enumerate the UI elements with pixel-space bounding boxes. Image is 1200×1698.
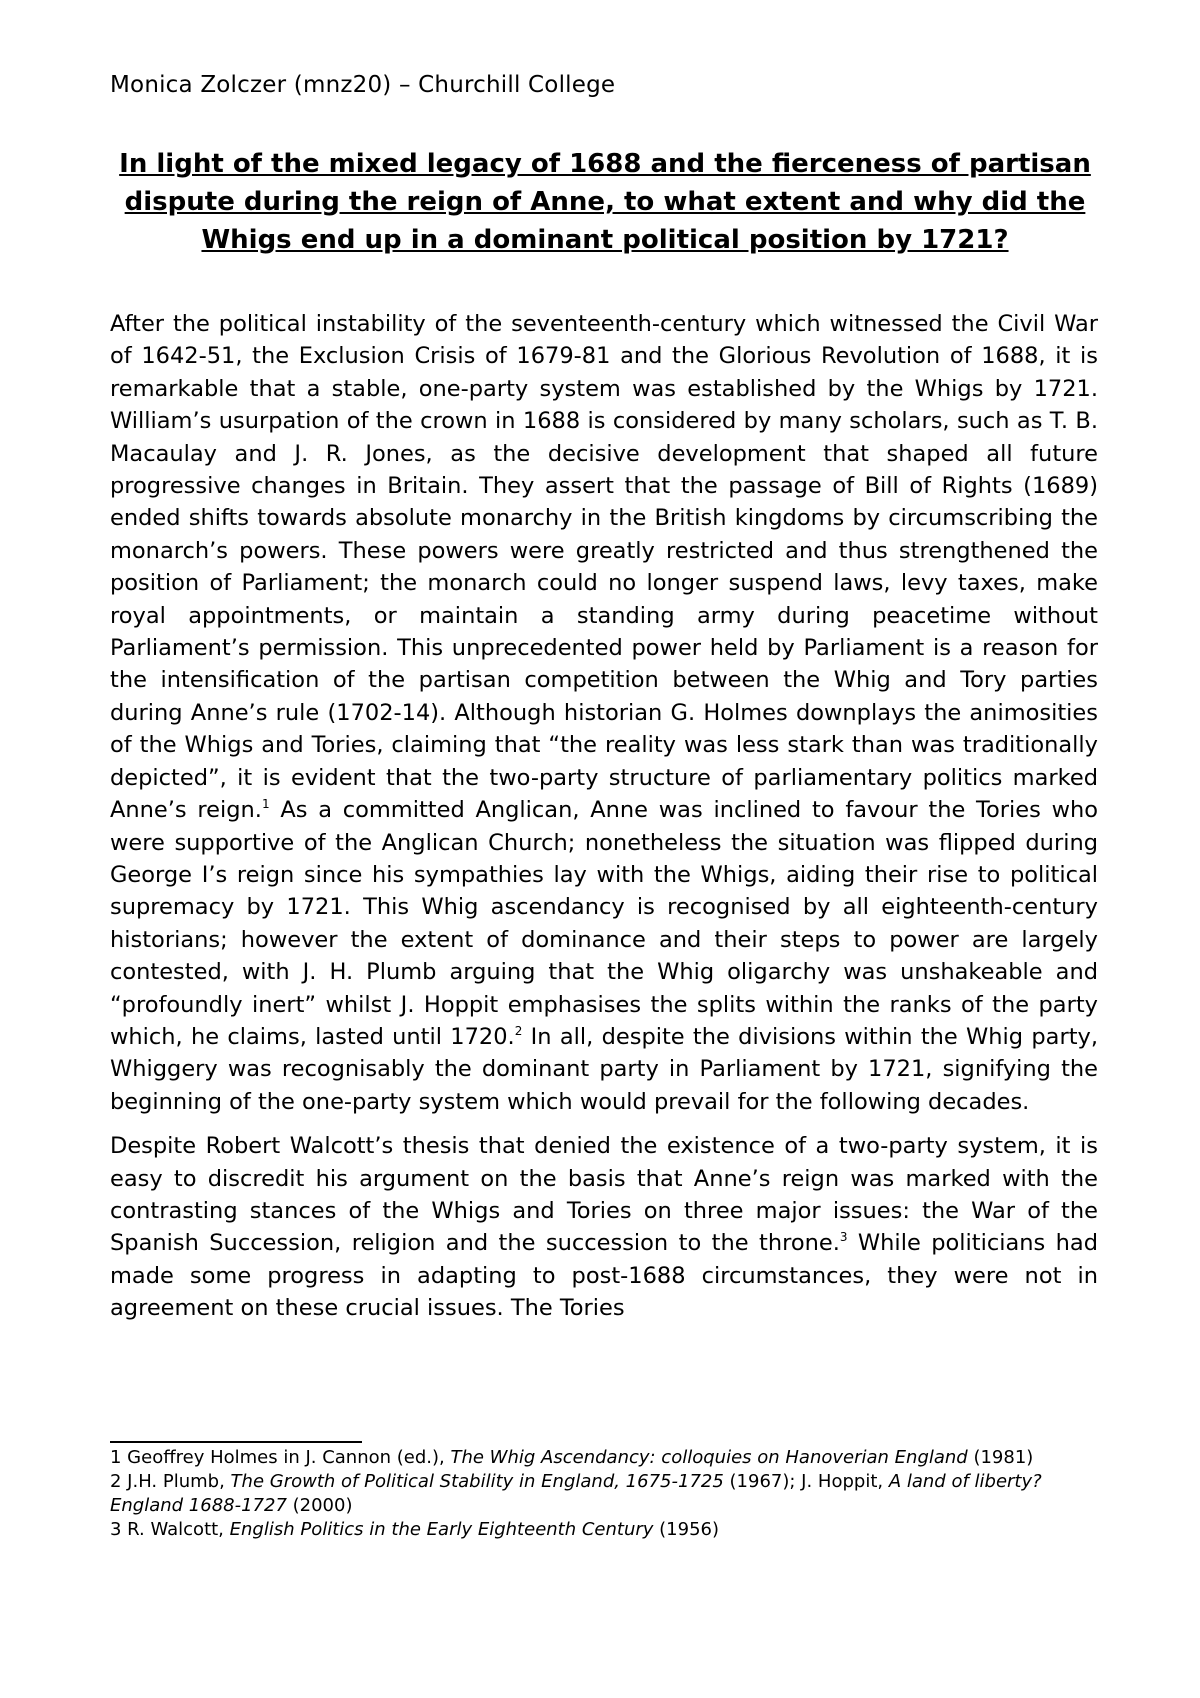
author-header: Monica Zolczer (mnz20) – Churchill College	[110, 72, 616, 98]
footnote-1	[110, 1446, 1100, 1470]
paragraph-1-text-b: As a committed Anglican, Anne was inclined to favour the Tories who were supportive of the Anglican Church; nonetheless the situation was flipped during George I’s reign since his sympathies lay with the Whigs, aiding their rise to political supremacy by 1721. This Whig ascendancy is recognised by all eighteenth-century historians; however the extent of dominance and their steps to power are largely contested, with J. H. Plumb arguing that the Whig oligarchy was unshakeable and “profoundly inert” whilst J. Hoppit emphasises the splits within the ranks of the party which, he claims, lasted until 1720.	[110, 797, 1098, 1050]
footnote-number: 3	[110, 1519, 122, 1540]
paragraph-1-text-a: After the political instability of the seventeenth-century which witnessed the Civil War of 1642-51, the Exclusion Crisis of 1679-81 and the Glorious Revolution of 1688, it is remarkable that a stable, one-party system was established by the Whigs by 1721. William’s usurpation of the crown in 1688 is considered by many scholars, such as T. B. Macaulay and J. R. Jones, as the decisive development that shaped all future progressive changes in Britain. They assert that the passage of Bill of Rights (1689) ended shifts towards absolute monarchy in the British kingdoms by circumscribing the monarch’s powers. These powers were greatly restricted and thus strengthened the position of Parliament; the monarch could no longer suspend laws, levy taxes, make royal appointments, or maintain a standing army during peacetime without Parliament’s permission. This unprecedented power held by Parliament is a reason for the intensification of the partisan competition between the Whig and Tory parties during Anne’s rule (1702-14). Although historian G. Holmes downplays the animosities of the Whigs and Tories, claiming that “the reality was less stark than was traditionally depicted”, it is evident that the two-party structure of parliamentary politics marked Anne’s reign.	[110, 311, 1098, 824]
footnote-ref-3: 3	[839, 1230, 848, 1245]
footnote-text: R. Walcott,	[121, 1519, 230, 1540]
footnote-work-title-2: A land of liberty? England 1688-1727	[110, 1471, 1042, 1516]
footnote-work-title: The Growth of Political Stability in England, 1675-1725	[230, 1471, 724, 1492]
paragraph-2-text-a: Despite Robert Walcott’s thesis that denied the existence of a two-party system, it is easy to discredit his argument on the basis that Anne’s reign was marked with the contrasting stances of the Whigs and Tories on three major issues: the War of the Spanish Succession, religion and the succession to the throne.	[110, 1133, 1098, 1257]
footnote-2	[110, 1470, 1100, 1518]
footnote-work-title: The Whig Ascendancy: colloquies on Hanoverian England	[450, 1447, 968, 1468]
paragraph-2	[110, 1130, 1098, 1324]
footnote-text: J.H. Plumb,	[121, 1471, 231, 1492]
paragraph-1	[110, 308, 1098, 1118]
footnote-work-title: English Politics in the Early Eighteenth Century	[229, 1519, 654, 1540]
footnote-text: Geoffrey Holmes in J. Cannon (ed.),	[121, 1447, 451, 1468]
essay-body	[110, 308, 1098, 1337]
essay-title: In light of the mixed legacy of 1688 and the fierceness of partisan dispute during the reign of Anne, to what extent and why did the Whigs end up in a dominant political position by 1721?	[119, 149, 1091, 255]
footnote-date: (1981)	[967, 1447, 1034, 1468]
footnote-number: 2	[110, 1471, 122, 1492]
footnote-date: (1956)	[653, 1519, 720, 1540]
footnote-date: (2000)	[286, 1495, 353, 1516]
footnote-separator	[110, 1441, 362, 1443]
footnote-number: 1	[110, 1447, 122, 1468]
paragraph-2-text-b: While politicians had made some progress in adapting to post-1688 circumstances, they were not in agreement on these crucial issues. The Tories	[110, 1230, 1098, 1322]
footnote-ref-2: 2	[514, 1023, 523, 1038]
footnote-ref-1: 1	[261, 797, 270, 812]
footnotes	[110, 1446, 1100, 1542]
footnote-text-middle: (1967); J. Hoppit,	[723, 1471, 889, 1492]
footnote-3	[110, 1518, 1100, 1542]
paragraph-1-text-c: In all, despite the divisions within the Whig party, Whiggery was recognisably the dominant party in Parliament by 1721, signifying the beginning of the one-party system which would prevail for the following decades.	[110, 1023, 1098, 1115]
